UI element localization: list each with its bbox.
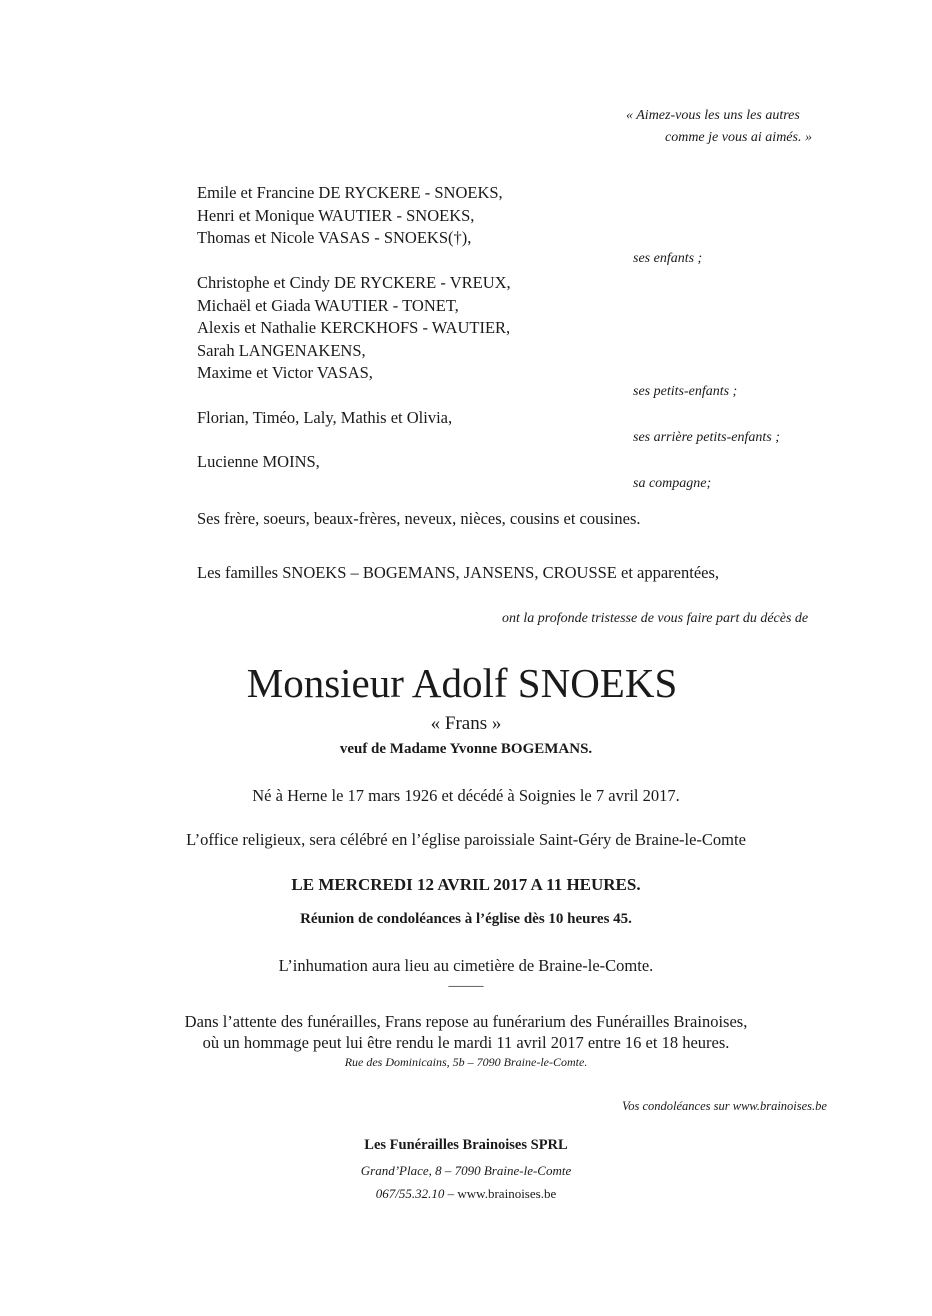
epigraph-line-1: « Aimez-vous les uns les autres (626, 108, 800, 123)
list-item: Alexis et Nathalie KERCKHOFS - WAUTIER, (197, 318, 511, 337)
online-condolences: Vos condoléances sur www.brainoises.be (622, 1099, 827, 1113)
list-item: Emile et Francine DE RYCKERE - SNOEKS, (197, 183, 503, 202)
great-grandchildren-label: ses arrière petits-enfants ; (633, 430, 780, 445)
deceased-nickname: « Frans » (430, 713, 502, 734)
viewing-line-1: Dans l’attente des funérailles, Frans repose au funérarium des Funérailles Brainoises, (184, 1012, 748, 1031)
service-datetime: LE MERCREDI 12 AVRIL 2017 A 11 HEURES. (291, 875, 641, 894)
list-item: Sarah LANGENAKENS, (197, 340, 366, 360)
viewing-address: Rue des Dominicains, 5b – 7090 Braine-le-Comte. (344, 1055, 588, 1069)
phone-number: 067/55.32.10 (375, 1186, 445, 1201)
children-label: ses enfants ; (633, 251, 703, 266)
children-list (197, 182, 503, 250)
funeral-home-name: Les Funérailles Brainoises SPRL (364, 1137, 568, 1153)
companion: Lucienne MOINS, (197, 452, 320, 471)
life-dates: Né à Herne le 17 mars 1926 et décédé à Soignies le 7 avril 2017. (252, 786, 680, 805)
great-grandchildren: Florian, Timéo, Laly, Mathis et Olivia, (197, 408, 453, 427)
companion-label: sa compagne; (633, 476, 712, 491)
announcement: ont la profonde tristesse de vous faire part du décès de (502, 611, 809, 626)
website-link[interactable]: www.brainoises.be (457, 1186, 557, 1201)
deceased-name: Monsieur Adolf SNOEKS (246, 660, 678, 706)
funeral-home-address: Grand’Place, 8 – 7090 Braine-le-Comte (360, 1163, 572, 1178)
siblings: Ses frère, soeurs, beaux-frères, neveux, nièces, cousins et cousines. (197, 509, 641, 528)
deceased-widower: veuf de Madame Yvonne BOGEMANS. (339, 741, 593, 757)
service-intro: L’office religieux, sera célébré en l’église paroissiale Saint-Géry de Braine-le-Comte (186, 830, 746, 849)
grandchildren-list (197, 272, 511, 385)
list-item: Christophe et Cindy DE RYCKERE - VREUX, (197, 273, 511, 292)
service-condolences: Réunion de condoléances à l’église dès 10 heures 45. (300, 911, 632, 927)
families: Les familles SNOEKS – BOGEMANS, JANSENS, CROUSSE et apparentées, (197, 563, 720, 582)
list-item: Thomas et Nicole VASAS - SNOEKS(†), (197, 228, 472, 247)
burial: L’inhumation aura lieu au cimetière de Braine-le-Comte. (278, 956, 654, 975)
grandchildren-label: ses petits-enfants ; (633, 384, 738, 399)
list-item: Michaël et Giada WAUTIER - TONET, (197, 295, 459, 315)
contact-separator: – (444, 1186, 458, 1201)
funeral-home-contact (0, 1186, 932, 1202)
list-item: Maxime et Victor VASAS, (197, 363, 373, 382)
list-item: Henri et Monique WAUTIER - SNOEKS, (197, 205, 475, 225)
epigraph-line-2: comme je vous ai aimés. » (665, 130, 812, 145)
separator: _____ (448, 974, 484, 989)
viewing-line-2: où un hommage peut lui être rendu le mardi 11 avril 2017 entre 16 et 18 heures. (202, 1033, 730, 1052)
